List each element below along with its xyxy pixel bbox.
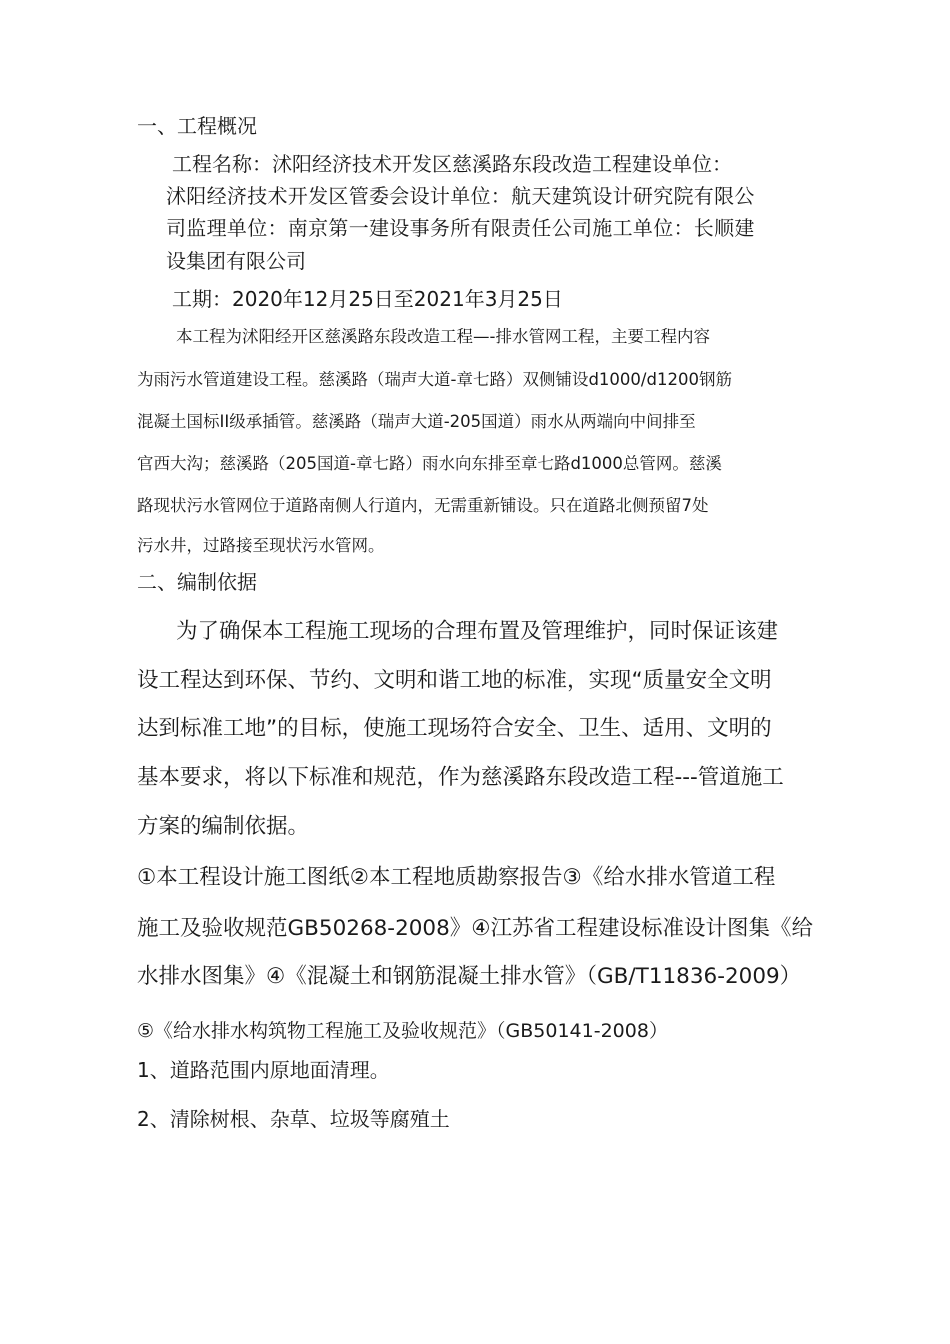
project-info-line: 工程名称：沭阳经济技术开发区慈溪路东段改造工程建设单位： <box>172 152 732 176</box>
project-info-line: 司监理单位：南京第一建设事务所有限责任公司施工单位：长顺建 <box>166 216 755 240</box>
description-line: 污水井，过路接至现状污水管网。 <box>137 536 385 555</box>
description-line: 官西大沟；慈溪路（205国道-章七路）雨水向东排至章七路d1000总管网。慈溪 <box>137 454 722 473</box>
basis-paragraph-line: 设工程达到环保、节约、文明和谐工地的标准，实现“质量安全文明 <box>137 668 772 693</box>
basis-paragraph-line: 基本要求，将以下标准和规范，作为慈溪路东段改造工程---管道施工 <box>137 765 784 790</box>
basis-list-line: 水排水图集》④《混凝土和钢筋混凝土排水管》（GB/T11836-2009） <box>137 964 802 989</box>
project-period: 工期：2020年12月25日至2021年3月25日 <box>172 287 563 311</box>
section-heading-overview: 一、工程概况 <box>137 114 257 138</box>
description-line: 路现状污水管网位于道路南侧人行道内，无需重新铺设。只在道路北侧预留7处 <box>137 496 709 515</box>
basis-paragraph-line: 方案的编制依据。 <box>137 814 310 839</box>
project-info-line: 沭阳经济技术开发区管委会设计单位：航天建筑设计研究院有限公 <box>166 184 755 208</box>
basis-paragraph-line: 达到标准工地”的目标，使施工现场符合安全、卫生、适用、文明的 <box>137 716 772 741</box>
work-item: 1、道路范围内原地面清理。 <box>137 1058 390 1082</box>
work-item: 2、清除树根、杂草、垃圾等腐殖土 <box>137 1107 450 1131</box>
basis-paragraph-line: 为了确保本工程施工现场的合理布置及管理维护，同时保证该建 <box>176 619 779 644</box>
basis-list-line: 施工及验收规范GB50268-2008》④江苏省工程建设标准设计图集《给 <box>137 916 814 941</box>
project-info-line: 设集团有限公司 <box>166 249 306 273</box>
description-line: 本工程为沭阳经开区慈溪路东段改造工程—-排水管网工程，主要工程内容 <box>176 327 710 346</box>
basis-list-line: ①本工程设计施工图纸②本工程地质勘察报告③《给水排水管道工程 <box>137 865 776 890</box>
description-line: 为雨污水管道建设工程。慈溪路（瑞声大道-章七路）双侧铺设d1000/d1200钢筋 <box>137 370 732 389</box>
description-line: 混凝土国标II级承插管。慈溪路（瑞声大道-205国道）雨水从两端向中间排至 <box>137 412 696 431</box>
section-heading-basis: 二、编制依据 <box>137 570 257 594</box>
basis-list-line: ⑤《给水排水构筑物工程施工及验收规范》（GB50141-2008） <box>137 1020 668 1042</box>
